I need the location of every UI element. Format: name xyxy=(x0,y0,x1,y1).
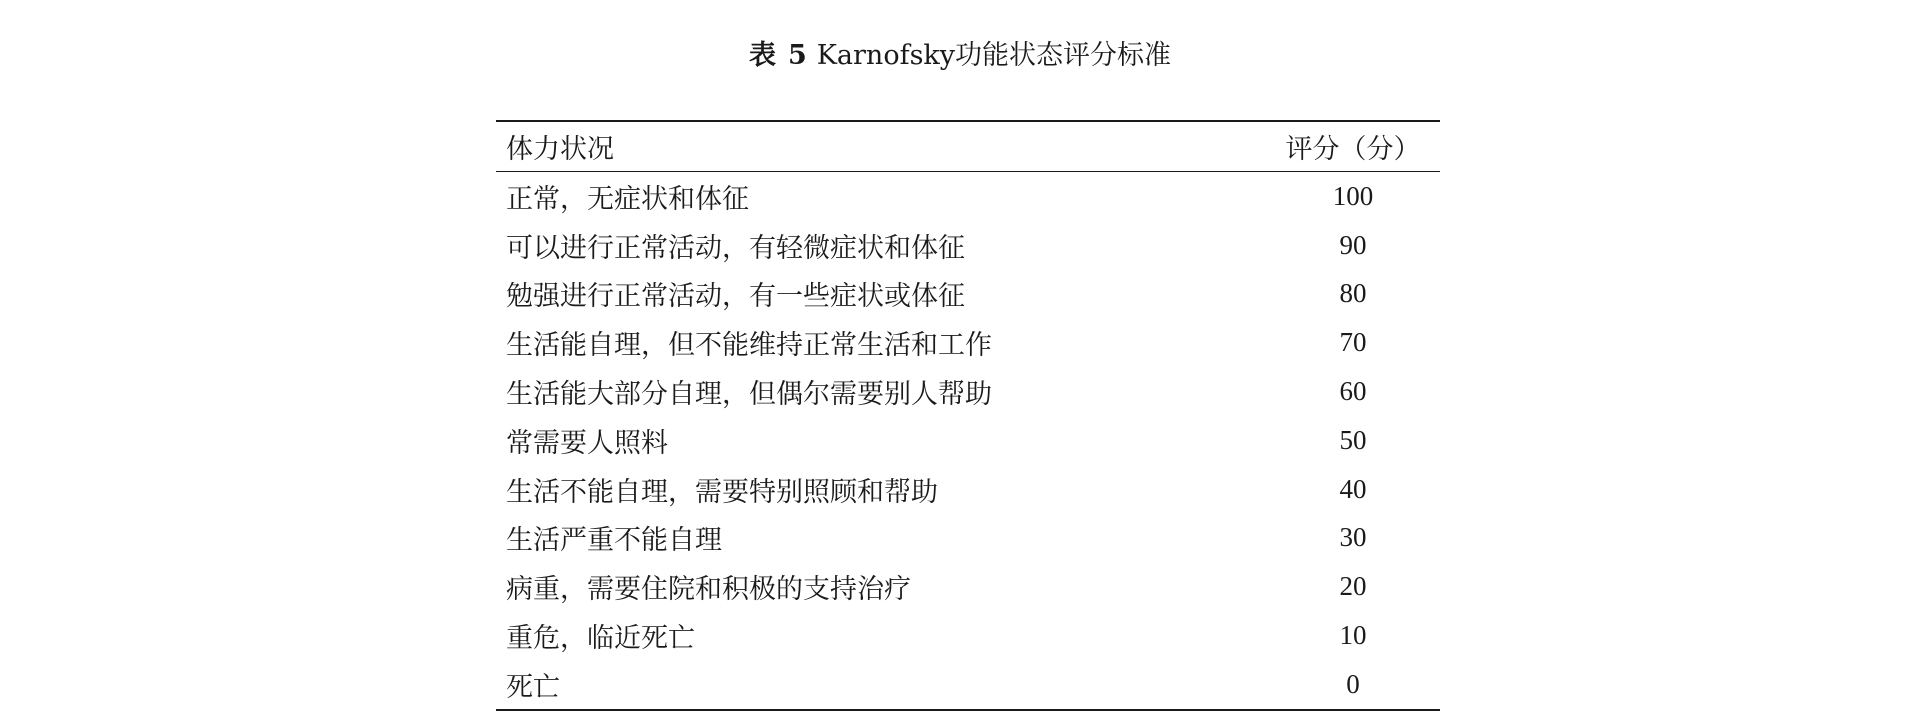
condition-cell: 生活能自理，但不能维持正常生活和工作 xyxy=(506,330,992,362)
score-cell: 90 xyxy=(1339,229,1367,260)
score-cell: 50 xyxy=(1339,424,1367,455)
caption-number: 5 xyxy=(787,40,807,71)
table-row xyxy=(496,514,1440,563)
condition-cell: 生活不能自理，需要特别照顾和帮助 xyxy=(506,476,938,508)
table-body xyxy=(496,172,1440,710)
table-header xyxy=(496,121,1440,172)
caption-title: Karnofsky功能状态评分标准 xyxy=(816,40,1172,71)
condition-cell: 可以进行正常活动，有轻微症状和体征 xyxy=(506,232,965,264)
table-row xyxy=(496,318,1440,367)
caption-label: 表 xyxy=(748,40,776,71)
table-row xyxy=(496,611,1440,660)
score-cell: 0 xyxy=(1346,668,1360,699)
header-score: 评分（分） xyxy=(1285,134,1421,165)
table-row xyxy=(496,172,1440,221)
condition-cell: 正常，无症状和体征 xyxy=(506,183,749,215)
condition-cell: 重危，临近死亡 xyxy=(506,623,695,655)
condition-cell: 生活能大部分自理，但偶尔需要别人帮助 xyxy=(506,379,992,411)
score-cell: 70 xyxy=(1339,327,1367,358)
table-row xyxy=(496,416,1440,465)
score-cell: 10 xyxy=(1339,620,1367,651)
condition-cell: 生活严重不能自理 xyxy=(506,525,722,557)
condition-cell: 病重，需要住院和积极的支持治疗 xyxy=(506,574,911,606)
score-cell: 30 xyxy=(1339,522,1367,553)
score-cell: 40 xyxy=(1339,473,1367,504)
score-cell: 20 xyxy=(1339,571,1367,602)
table-row xyxy=(496,221,1440,270)
table-row xyxy=(496,562,1440,611)
table-row xyxy=(496,270,1440,319)
karnofsky-table-container xyxy=(496,120,1440,711)
header-row xyxy=(496,121,1440,172)
condition-cell: 常需要人照料 xyxy=(506,427,668,459)
table-caption xyxy=(0,36,1920,76)
score-cell: 60 xyxy=(1339,376,1367,407)
condition-cell: 死亡 xyxy=(506,671,560,703)
table-row xyxy=(496,465,1440,514)
karnofsky-table xyxy=(496,120,1440,711)
table-row xyxy=(496,367,1440,416)
table-row xyxy=(496,660,1440,710)
score-cell: 80 xyxy=(1339,278,1367,309)
score-cell: 100 xyxy=(1332,180,1374,211)
condition-cell: 勉强进行正常活动，有一些症状或体征 xyxy=(506,281,965,313)
header-condition: 体力状况 xyxy=(506,134,614,165)
